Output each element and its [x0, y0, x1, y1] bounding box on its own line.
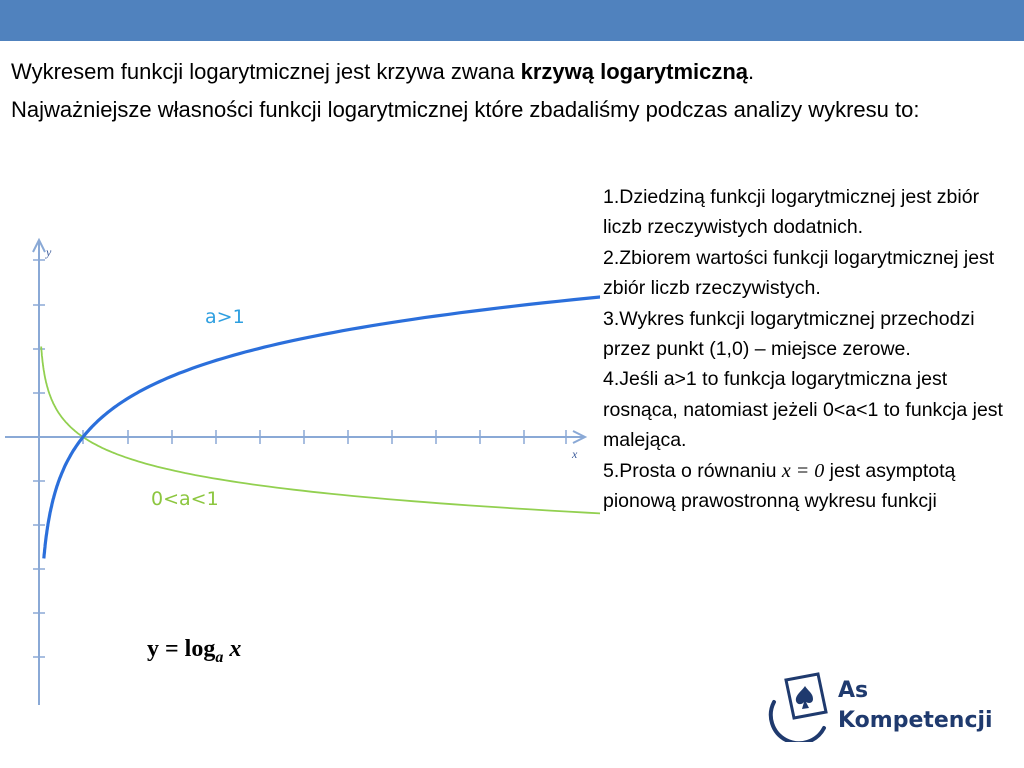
asymptote-equation: x = 0: [781, 459, 825, 482]
curve-decreasing: [41, 347, 600, 514]
property-item-1: 1.Dziedziną funkcji logarytmicznej jest zbiór liczb rzeczywistych dodatnich.: [603, 186, 980, 239]
intro-line-2: Najważniejsze własności funkcji logarytmicznej które zbadaliśmy podczas analizy wykresu to:: [11, 97, 920, 122]
formula: [147, 636, 241, 666]
intro-line-1-suffix: .: [748, 59, 755, 84]
intro-text: [11, 57, 1011, 133]
formula-base: a: [215, 649, 224, 666]
property-5-suffix: jest asymptotą pionową prawostronną wykresu funkcji: [603, 459, 956, 513]
y-axis-label: y: [46, 245, 52, 259]
formula-lhs: y = log: [147, 636, 216, 662]
header-bar: [0, 0, 1024, 41]
property-item-3: 3.Wykres funkcji logarytmicznej przechodzi przez punkt (1,0) – miejsce zerowe.: [603, 307, 975, 361]
property-item-4: 4.Jeśli a>1 to funkcja logarytmiczna jest rosnąca, natomiast jeżeli 0<a<1 to funkcja jest malejąca.: [603, 368, 1003, 452]
property-5-prefix: 5.Prosta o równaniu: [603, 459, 782, 482]
properties-list: [603, 182, 1013, 516]
logo-line-2: Kompetencji: [838, 708, 993, 733]
axes: [5, 240, 585, 705]
intro-line-1-prefix: Wykresem funkcji logarytmicznej jest krzywa zwana: [11, 59, 521, 84]
label-increasing: a>1: [205, 306, 245, 328]
curve-increasing: [44, 296, 600, 558]
logarithm-graph: [0, 230, 600, 710]
property-item-5: [603, 456, 1013, 517]
logo-emblem: [768, 672, 832, 742]
logo-text: [838, 676, 993, 736]
property-item-2: 2.Zbiorem wartości funkcji logarytmicznej jest zbiór liczb rzeczywistych.: [603, 246, 995, 300]
term-highlight: krzywą logarytmiczną: [520, 59, 749, 84]
intro-line-1: [11, 57, 1011, 86]
label-decreasing: 0<a<1: [151, 488, 219, 510]
logo-line-1: As: [838, 678, 869, 703]
x-axis-label: x: [572, 447, 578, 461]
formula-rhs: x: [223, 636, 242, 662]
